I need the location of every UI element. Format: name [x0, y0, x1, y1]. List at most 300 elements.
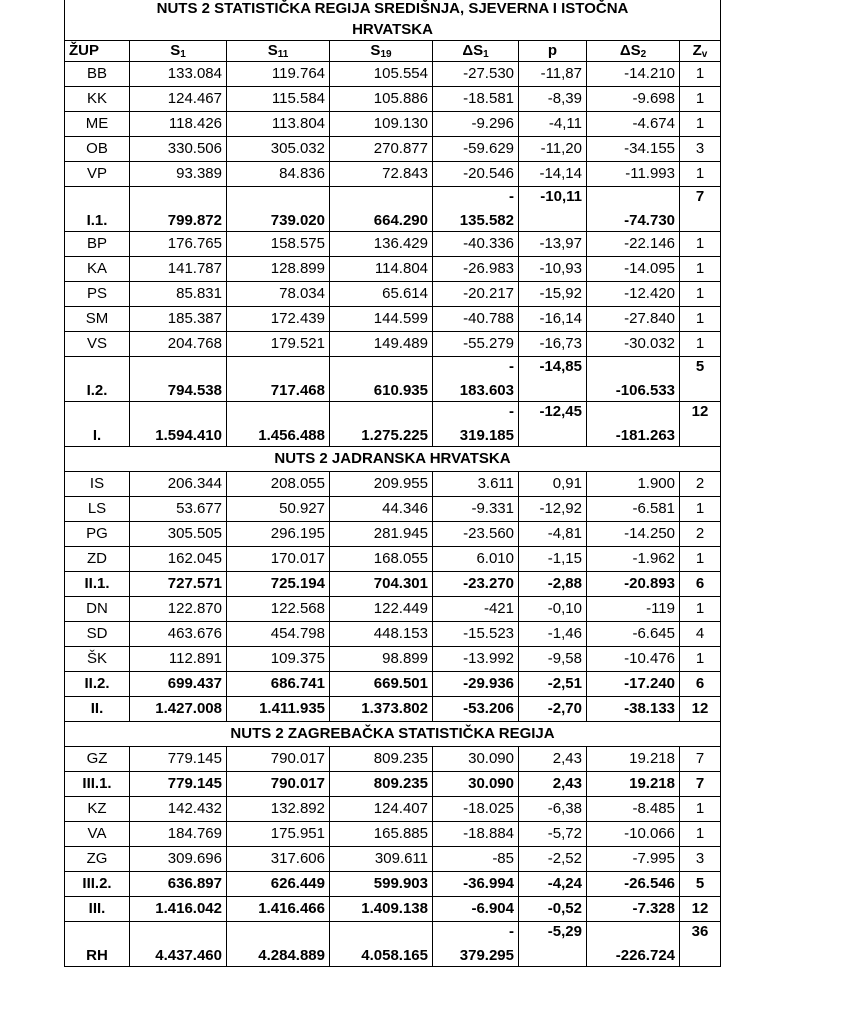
- table-cell: [433, 357, 519, 402]
- table-row: [65, 897, 721, 922]
- table-cell: -181.263: [587, 402, 680, 447]
- table-row: [65, 137, 721, 162]
- table-cell: -30.032: [587, 332, 680, 357]
- table-cell: -421: [433, 597, 519, 622]
- section-title-row: [65, 0, 721, 41]
- table-cell: 113.804: [227, 112, 330, 137]
- table-cell: PS: [65, 282, 130, 307]
- table-cell: -10.066: [587, 822, 680, 847]
- table-cell: 7: [680, 747, 721, 772]
- table-cell: 142.432: [130, 797, 227, 822]
- table-cell: 158.575: [227, 232, 330, 257]
- table-cell: -55.279: [433, 332, 519, 357]
- table-cell: 1: [680, 282, 721, 307]
- table-cell: 133.084: [130, 62, 227, 87]
- table-cell: -20.217: [433, 282, 519, 307]
- table-cell: 1: [680, 822, 721, 847]
- table-cell: -20.893: [587, 572, 680, 597]
- table-cell: 1.275.225: [330, 402, 433, 447]
- table-cell: -10,11: [519, 187, 587, 232]
- table-row: [65, 87, 721, 112]
- table-cell: -16,14: [519, 307, 587, 332]
- table-cell: -14,85: [519, 357, 587, 402]
- table-cell: 6: [680, 572, 721, 597]
- table-cell: -106.533: [587, 357, 680, 402]
- table-cell: 115.584: [227, 87, 330, 112]
- table-cell: 309.696: [130, 847, 227, 872]
- table-row: [65, 772, 721, 797]
- table-cell: 779.145: [130, 747, 227, 772]
- table-cell: 1.456.488: [227, 402, 330, 447]
- table-cell: 206.344: [130, 472, 227, 497]
- table-cell: -7.328: [587, 897, 680, 922]
- table-cell: 7: [680, 187, 721, 232]
- table-cell: 184.769: [130, 822, 227, 847]
- table-cell: 1.416.042: [130, 897, 227, 922]
- table-cell: OB: [65, 137, 130, 162]
- cell-part: -: [509, 403, 514, 420]
- table-cell: PG: [65, 522, 130, 547]
- table-cell: 12: [680, 402, 721, 447]
- table-cell: GZ: [65, 747, 130, 772]
- table-cell: ŠK: [65, 647, 130, 672]
- table-cell: -11,87: [519, 62, 587, 87]
- table-cell: 19.218: [587, 772, 680, 797]
- table-cell: 1: [680, 257, 721, 282]
- table-row: [65, 257, 721, 282]
- header-p: p: [519, 41, 587, 62]
- table-cell: -0,10: [519, 597, 587, 622]
- table-cell: 4.437.460: [130, 922, 227, 967]
- table-cell: III.1.: [65, 772, 130, 797]
- table-cell: 78.034: [227, 282, 330, 307]
- table-cell: 136.429: [330, 232, 433, 257]
- table-cell: 0,91: [519, 472, 587, 497]
- table-cell: ZG: [65, 847, 130, 872]
- table-cell: -23.560: [433, 522, 519, 547]
- table-row: [65, 622, 721, 647]
- table-cell: IS: [65, 472, 130, 497]
- table-cell: 85.831: [130, 282, 227, 307]
- table-cell: 727.571: [130, 572, 227, 597]
- table-cell: -12,45: [519, 402, 587, 447]
- cell-part: 319.185: [459, 427, 514, 444]
- table-cell: -5,72: [519, 822, 587, 847]
- table-cell: 176.765: [130, 232, 227, 257]
- table-cell: 5: [680, 357, 721, 402]
- table-row: [65, 847, 721, 872]
- table-cell: 296.195: [227, 522, 330, 547]
- table-cell: 1: [680, 307, 721, 332]
- table-cell: 5: [680, 872, 721, 897]
- table-cell: 454.798: [227, 622, 330, 647]
- table-cell: 36: [680, 922, 721, 967]
- table-cell: 122.568: [227, 597, 330, 622]
- table-cell: -16,73: [519, 332, 587, 357]
- table-cell: 4: [680, 622, 721, 647]
- table-cell: 65.614: [330, 282, 433, 307]
- table-cell: -59.629: [433, 137, 519, 162]
- table-cell: 149.489: [330, 332, 433, 357]
- table-cell: -9.331: [433, 497, 519, 522]
- table-cell: 281.945: [330, 522, 433, 547]
- table-cell: 739.020: [227, 187, 330, 232]
- table-cell: RH: [65, 922, 130, 967]
- table-row: [65, 232, 721, 257]
- table-cell: 305.505: [130, 522, 227, 547]
- table-cell: 105.886: [330, 87, 433, 112]
- table-cell: -14,14: [519, 162, 587, 187]
- table-cell: BB: [65, 62, 130, 87]
- table-cell: LS: [65, 497, 130, 522]
- table-cell: 109.130: [330, 112, 433, 137]
- header-delta-s1: $\Delta S_1$: [433, 41, 519, 62]
- table-cell: 162.045: [130, 547, 227, 572]
- table-row: [65, 572, 721, 597]
- table-cell: 109.375: [227, 647, 330, 672]
- table-cell: -14.210: [587, 62, 680, 87]
- table-cell: 172.439: [227, 307, 330, 332]
- table-cell: -53.206: [433, 697, 519, 722]
- table-cell: -85: [433, 847, 519, 872]
- table-cell: KK: [65, 87, 130, 112]
- table-cell: 317.606: [227, 847, 330, 872]
- table-cell: II.2.: [65, 672, 130, 697]
- table-cell: -34.155: [587, 137, 680, 162]
- table-cell: 175.951: [227, 822, 330, 847]
- section-title: NUTS 2 ZAGREBAČKA STATISTIČKA REGIJA: [65, 722, 721, 747]
- table-cell: 1: [680, 647, 721, 672]
- table-cell: -2,88: [519, 572, 587, 597]
- table-cell: -36.994: [433, 872, 519, 897]
- table-cell: 664.290: [330, 187, 433, 232]
- table-cell: VA: [65, 822, 130, 847]
- table-cell: 1: [680, 797, 721, 822]
- table-row: [65, 282, 721, 307]
- table-cell: 165.885: [330, 822, 433, 847]
- table-cell: -6.581: [587, 497, 680, 522]
- header-s19: $S_{19}$: [330, 41, 433, 62]
- table-cell: -26.546: [587, 872, 680, 897]
- header-delta-s2: $\Delta S_2$: [587, 41, 680, 62]
- table-cell: 717.468: [227, 357, 330, 402]
- table-cell: -11.993: [587, 162, 680, 187]
- table-row: [65, 307, 721, 332]
- table-cell: 2,43: [519, 772, 587, 797]
- table-cell: -119: [587, 597, 680, 622]
- table-cell: 686.741: [227, 672, 330, 697]
- table-cell: 3.611: [433, 472, 519, 497]
- table-cell: 105.554: [330, 62, 433, 87]
- table-cell: -2,52: [519, 847, 587, 872]
- table-cell: -23.270: [433, 572, 519, 597]
- table-cell: -6.904: [433, 897, 519, 922]
- table-cell: KA: [65, 257, 130, 282]
- table-cell: 132.892: [227, 797, 330, 822]
- section-title-line1: NUTS 2 STATISTIČKA REGIJA SREDIŠNJA, SJEVERNA I ISTOČNA: [156, 0, 629, 17]
- table-cell: -5,29: [519, 922, 587, 967]
- table-cell: 72.843: [330, 162, 433, 187]
- table-row: [65, 332, 721, 357]
- table-cell: 1: [680, 547, 721, 572]
- table-cell: -9.698: [587, 87, 680, 112]
- table-cell: [433, 402, 519, 447]
- table-cell: -20.546: [433, 162, 519, 187]
- table-cell: ME: [65, 112, 130, 137]
- table-cell: -6.645: [587, 622, 680, 647]
- table-cell: 599.903: [330, 872, 433, 897]
- table-cell: -10,93: [519, 257, 587, 282]
- table-cell: ZD: [65, 547, 130, 572]
- table-cell: -27.840: [587, 307, 680, 332]
- table-cell: 1.427.008: [130, 697, 227, 722]
- cell-part: -: [509, 358, 514, 375]
- table-cell: 1: [680, 112, 721, 137]
- table-row: [65, 672, 721, 697]
- cell-part: 379.295: [459, 947, 514, 964]
- table-cell: 30.090: [433, 772, 519, 797]
- table-cell: -12.420: [587, 282, 680, 307]
- table-cell: I.2.: [65, 357, 130, 402]
- table-cell: 114.804: [330, 257, 433, 282]
- table-cell: 179.521: [227, 332, 330, 357]
- table-cell: 128.899: [227, 257, 330, 282]
- table-cell: 790.017: [227, 747, 330, 772]
- table-cell: KZ: [65, 797, 130, 822]
- table-cell: -18.884: [433, 822, 519, 847]
- table-cell: 330.506: [130, 137, 227, 162]
- table-row: [65, 647, 721, 672]
- table-cell: 779.145: [130, 772, 227, 797]
- table-cell: 12: [680, 897, 721, 922]
- table-cell: 124.467: [130, 87, 227, 112]
- table-cell: 790.017: [227, 772, 330, 797]
- table-cell: -18.581: [433, 87, 519, 112]
- table-cell: I.: [65, 402, 130, 447]
- table-cell: -7.995: [587, 847, 680, 872]
- table-cell: 809.235: [330, 772, 433, 797]
- table-cell: 119.764: [227, 62, 330, 87]
- table-cell: 4.284.889: [227, 922, 330, 967]
- table-row: [65, 697, 721, 722]
- table-cell: 1: [680, 497, 721, 522]
- table-cell: 1.594.410: [130, 402, 227, 447]
- table-cell: 1.900: [587, 472, 680, 497]
- table-cell: -13.992: [433, 647, 519, 672]
- table-cell: 124.407: [330, 797, 433, 822]
- table-cell: -18.025: [433, 797, 519, 822]
- table-cell: -1.962: [587, 547, 680, 572]
- table-cell: -11,20: [519, 137, 587, 162]
- table-cell: 1.373.802: [330, 697, 433, 722]
- table-cell: -4,24: [519, 872, 587, 897]
- table-cell: -9.296: [433, 112, 519, 137]
- table-cell: 141.787: [130, 257, 227, 282]
- section-jadranska-row: [65, 447, 721, 472]
- table-cell: -10.476: [587, 647, 680, 672]
- table-row: [65, 597, 721, 622]
- table-cell: 118.426: [130, 112, 227, 137]
- header-s1: $S_1$: [130, 41, 227, 62]
- table-cell: -38.133: [587, 697, 680, 722]
- table-cell: 44.346: [330, 497, 433, 522]
- table-cell: 704.301: [330, 572, 433, 597]
- table-cell: DN: [65, 597, 130, 622]
- section-zagrebacka-row: [65, 722, 721, 747]
- table-row: [65, 62, 721, 87]
- table-cell: -4.674: [587, 112, 680, 137]
- table-cell: 7: [680, 772, 721, 797]
- table-cell: VP: [65, 162, 130, 187]
- table-cell: 209.955: [330, 472, 433, 497]
- table-cell: 50.927: [227, 497, 330, 522]
- table-cell: 725.194: [227, 572, 330, 597]
- cell-part: -: [509, 923, 514, 940]
- table-cell: 1.411.935: [227, 697, 330, 722]
- table-cell: -29.936: [433, 672, 519, 697]
- table-row: [65, 472, 721, 497]
- table-cell: 6.010: [433, 547, 519, 572]
- table-cell: -1,15: [519, 547, 587, 572]
- header-zup: ŽUP: [65, 41, 130, 62]
- table-row: [65, 797, 721, 822]
- table-cell: 12: [680, 697, 721, 722]
- table-cell: 98.899: [330, 647, 433, 672]
- table-cell: 185.387: [130, 307, 227, 332]
- table-cell: 1: [680, 332, 721, 357]
- table-row: [65, 747, 721, 772]
- table-cell: 2,43: [519, 747, 587, 772]
- table-cell: II.: [65, 697, 130, 722]
- table-cell: 3: [680, 137, 721, 162]
- table-cell: 610.935: [330, 357, 433, 402]
- table-cell: 3: [680, 847, 721, 872]
- nuts-statistics-table: [64, 0, 721, 967]
- table-cell: BP: [65, 232, 130, 257]
- table-cell: -2,51: [519, 672, 587, 697]
- table-cell: -8.485: [587, 797, 680, 822]
- table-cell: -14.250: [587, 522, 680, 547]
- table-cell: -9,58: [519, 647, 587, 672]
- table-cell: -26.983: [433, 257, 519, 282]
- table-cell: -40.788: [433, 307, 519, 332]
- table-cell: 208.055: [227, 472, 330, 497]
- table-cell: 122.870: [130, 597, 227, 622]
- table-cell: [433, 922, 519, 967]
- table-cell: 112.891: [130, 647, 227, 672]
- table-row: [65, 522, 721, 547]
- table-cell: -40.336: [433, 232, 519, 257]
- table-cell: 122.449: [330, 597, 433, 622]
- table-cell: 1: [680, 87, 721, 112]
- table-row-total: [65, 187, 721, 232]
- table-row: [65, 497, 721, 522]
- table-cell: SM: [65, 307, 130, 332]
- table-cell: -4,81: [519, 522, 587, 547]
- table-cell: [433, 187, 519, 232]
- table-cell: 305.032: [227, 137, 330, 162]
- table-cell: I.1.: [65, 187, 130, 232]
- table-cell: -1,46: [519, 622, 587, 647]
- table-cell: 4.058.165: [330, 922, 433, 967]
- table-cell: 19.218: [587, 747, 680, 772]
- table-cell: -15.523: [433, 622, 519, 647]
- table-cell: -22.146: [587, 232, 680, 257]
- table-cell: -4,11: [519, 112, 587, 137]
- table-row: [65, 872, 721, 897]
- table-cell: VS: [65, 332, 130, 357]
- table-cell: -14.095: [587, 257, 680, 282]
- header-zv: $Z_v$: [680, 41, 721, 62]
- table-row: [65, 822, 721, 847]
- table-cell: 1: [680, 232, 721, 257]
- table-cell: 799.872: [130, 187, 227, 232]
- table-cell: 204.768: [130, 332, 227, 357]
- table-cell: -15,92: [519, 282, 587, 307]
- table-cell: 669.501: [330, 672, 433, 697]
- table-cell: 448.153: [330, 622, 433, 647]
- table-cell: SD: [65, 622, 130, 647]
- table-cell: 1.416.466: [227, 897, 330, 922]
- table-cell: II.1.: [65, 572, 130, 597]
- table-cell: -13,97: [519, 232, 587, 257]
- table-cell: -6,38: [519, 797, 587, 822]
- section-title: NUTS 2 JADRANSKA HRVATSKA: [65, 447, 721, 472]
- table-cell: 626.449: [227, 872, 330, 897]
- table-row-total: [65, 357, 721, 402]
- cell-part: -: [509, 188, 514, 205]
- table-row-total: [65, 922, 721, 967]
- table-cell: 309.611: [330, 847, 433, 872]
- table-row: [65, 112, 721, 137]
- table-row-total: [65, 402, 721, 447]
- table-cell: 2: [680, 472, 721, 497]
- table-cell: -12,92: [519, 497, 587, 522]
- table-cell: 1.409.138: [330, 897, 433, 922]
- table-cell: III.2.: [65, 872, 130, 897]
- table-cell: 636.897: [130, 872, 227, 897]
- table-cell: 794.538: [130, 357, 227, 402]
- table-cell: 1: [680, 162, 721, 187]
- table-cell: -226.724: [587, 922, 680, 967]
- table-cell: -2,70: [519, 697, 587, 722]
- table-cell: 270.877: [330, 137, 433, 162]
- table-cell: -0,52: [519, 897, 587, 922]
- table-cell: 809.235: [330, 747, 433, 772]
- table-cell: -17.240: [587, 672, 680, 697]
- table-cell: 53.677: [130, 497, 227, 522]
- table-cell: -8,39: [519, 87, 587, 112]
- table-cell: -27.530: [433, 62, 519, 87]
- table-cell: 170.017: [227, 547, 330, 572]
- table-row: [65, 162, 721, 187]
- table-cell: 463.676: [130, 622, 227, 647]
- table-cell: 1: [680, 62, 721, 87]
- table-cell: 2: [680, 522, 721, 547]
- table-cell: III.: [65, 897, 130, 922]
- table-cell: 84.836: [227, 162, 330, 187]
- section-title-line2: HRVATSKA: [352, 21, 433, 38]
- table-cell: 30.090: [433, 747, 519, 772]
- cell-part: 183.603: [459, 382, 514, 399]
- header-s11: $S_{11}$: [227, 41, 330, 62]
- table-cell: 6: [680, 672, 721, 697]
- cell-part: 135.582: [459, 212, 514, 229]
- table-cell: 168.055: [330, 547, 433, 572]
- header-row: [65, 41, 721, 62]
- table-cell: 144.599: [330, 307, 433, 332]
- table-cell: -74.730: [587, 187, 680, 232]
